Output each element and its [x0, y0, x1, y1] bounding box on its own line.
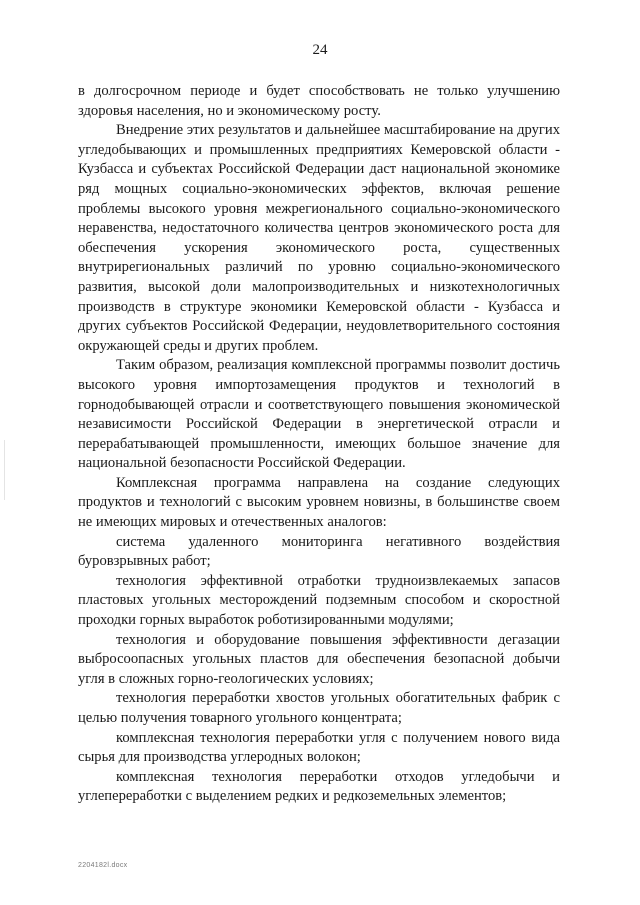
document-body	[78, 82, 560, 807]
paragraph-continuation: в долгосрочном периоде и будет способствовать не только улучшению здоровья населения, но и экономическому росту.	[78, 83, 560, 119]
paragraph-import-substitution: Таким образом, реализация комплексной программы позволит достичь высокого уровня импортозамещения продуктов и технологий в горнодобывающей отрасли и соответствующего повышения экономической независимости Российской Федерации в энергетической отрасли и перерабатывающей промышленности, имеющих большое значение для национальной безопасности Российской Федерации.	[78, 357, 560, 472]
list-item: комплексная технология переработки отходов угледобычи и углепереработки с выделением редких и редкоземельных элементов;	[78, 768, 560, 805]
scan-margin-mark	[4, 440, 5, 500]
page-number: 24	[312, 42, 328, 58]
paragraph-program-goals: Комплексная программа направлена на создание следующих продуктов и технологий с высоким уровнем новизны, в большинстве своем не имеющих мировых и отечественных аналогов:	[78, 474, 560, 531]
list-item: технология и оборудование повышения эффективности дегазации выбросоопасных угольных пластов для обеспечения безопасной добычи угля в сложных горно-геологических условиях;	[78, 631, 560, 687]
list-item: система удаленного мониторинга негативного воздействия буровзрывных работ;	[78, 533, 560, 570]
list-item: технология переработки хвостов угольных обогатительных фабрик с целью получения товарного угольного концентрата;	[78, 690, 560, 726]
list-item: комплексная технология переработки угля с получением нового вида сырья для производства углеродных волокон;	[78, 729, 560, 766]
paragraph-scaling-effects: Внедрение этих результатов и дальнейшее масштабирование на других угледобывающих и промышленных предприятиях Кемеровской области - Кузбасса и субъектах Российской Федерации даст национальной экономике ряд мощных социально-экономических эффектов, включая решение проблемы высокого уровня межрегионального социально-экономического неравенства, недостаточного количества центров экономического роста для обеспечения ускорения экономического роста, существенных внутрирегиональных различий по уровню социально-экономического развития, высокой доли малопроизводительных и низкотехнологичных производств в структуре экономики Кемеровской области - Кузбасса и других субъектов Российской Федерации, неудовлетворительного состояния окружающей среды и других проблем.	[78, 122, 560, 354]
list-item: технология эффективной отработки трудноизвлекаемых запасов пластовых угольных месторождений подземным способом и скоростной проходки горных выработок роботизированными модулями;	[78, 572, 560, 629]
footer-filename: 2204182l.docx	[78, 862, 128, 869]
